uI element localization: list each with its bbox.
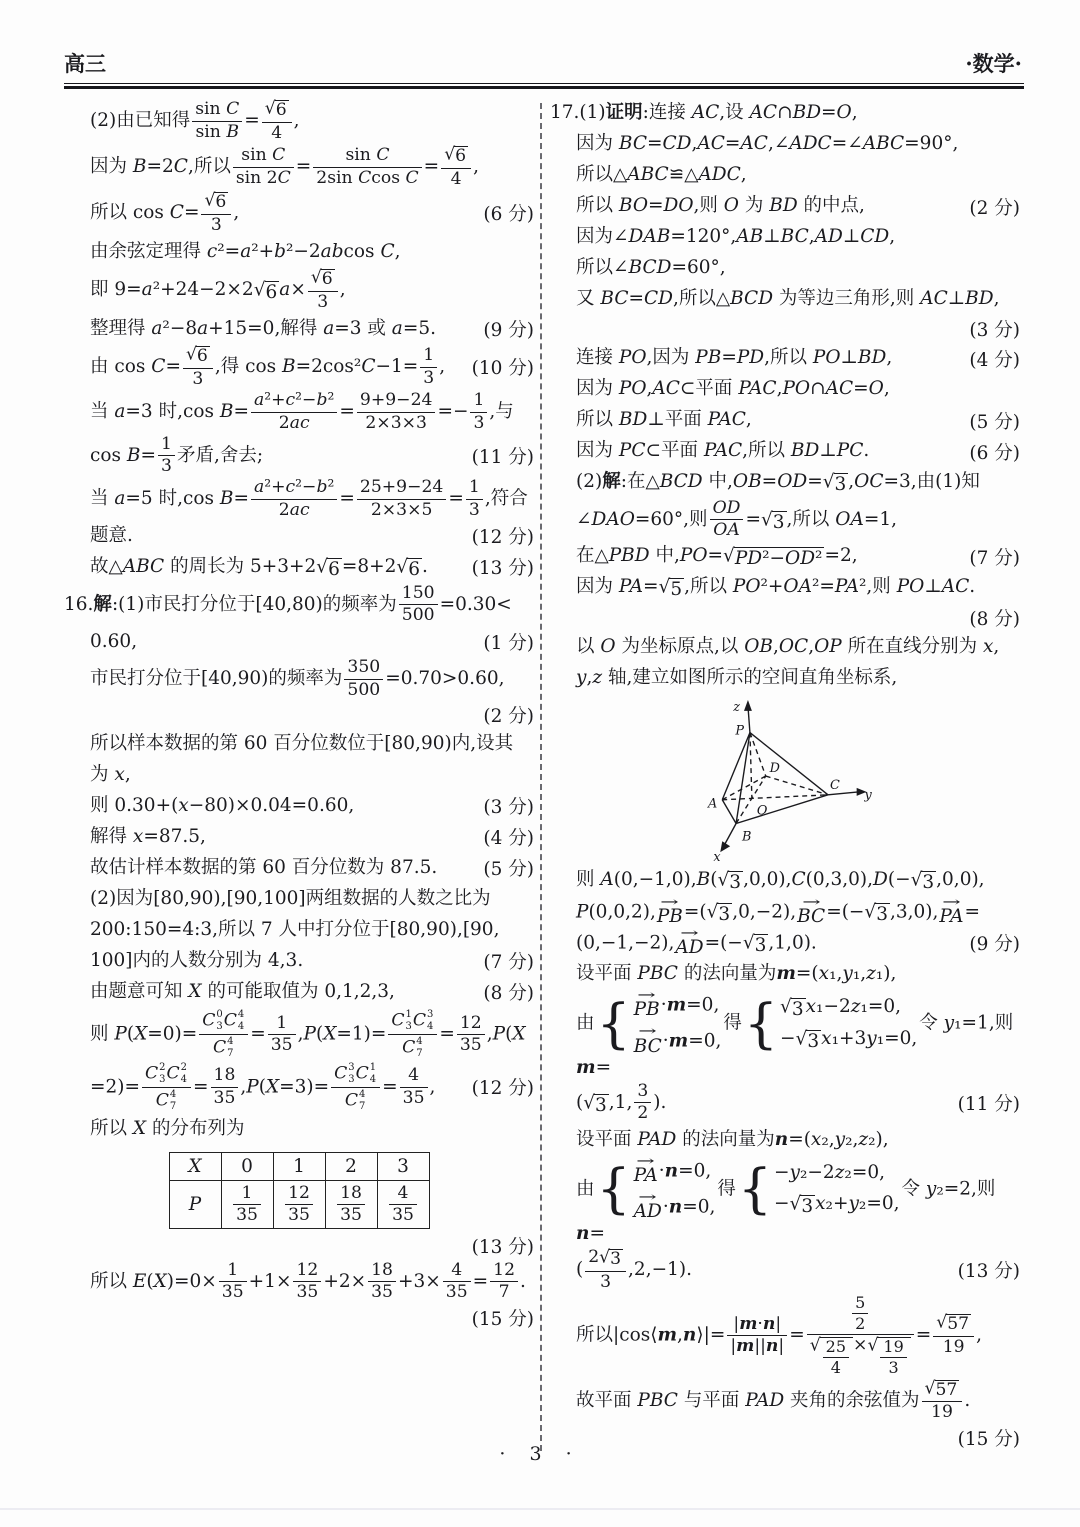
solution-line <box>550 406 1020 435</box>
vector-arrow-icon: → <box>801 894 821 910</box>
sup-sub: 4 7 <box>416 1035 423 1059</box>
table-row <box>169 1152 429 1180</box>
solution-line <box>64 268 534 312</box>
line-content: cos B= $\frac{1}{3}$ 矛盾,舍去; <box>90 433 264 477</box>
line-content: 所以 X 的分布列为 <box>90 1118 245 1140</box>
solution-line <box>550 499 1020 541</box>
solution-line <box>550 192 1020 221</box>
solution-line <box>64 1009 534 1060</box>
figure-label-d: D <box>769 760 780 776</box>
fraction: √ 57 19 <box>933 1313 974 1357</box>
line-content: 所以△ABC≌△ADC, <box>576 164 747 186</box>
solution-line <box>64 1233 534 1259</box>
table-cell <box>377 1180 429 1229</box>
line-content: 200:150=4:3,所以 7 人中打分位于[80,90),[90, <box>90 919 500 941</box>
fraction: $\frac{25}{4}$ <box>823 1338 849 1377</box>
line-content: 因为 B=2C,所以 $\frac{\text{sin C}}{\sin 2C}$ = $\frac{\text{sin C}}{\text{2sin Ccos C}}$ = √ 6 4 , <box>90 144 479 189</box>
solution-line <box>550 664 1020 693</box>
sup-sub: 2 3 <box>159 1061 166 1085</box>
solution-line <box>550 543 1020 572</box>
line-content: (0,−1,−2), → AD =(− √ 3 ,1,0). <box>576 925 817 959</box>
vector-arrow-icon: → <box>660 894 680 910</box>
line-content: 则 A(0,−1,0),B( √ 3 ,0,0),C(0,3,0),D(− √ 3 ,0,0), <box>576 869 985 894</box>
figure-label-o: O <box>756 803 767 819</box>
solution-line <box>64 978 534 1007</box>
table-cell: X <box>169 1152 221 1180</box>
line-content: 设平面 PBC 的法向量为m=(x₁,y₁,z₁), <box>576 963 897 985</box>
solution-line <box>64 391 534 433</box>
solution-line <box>64 478 534 520</box>
radical: √ 3 <box>583 1092 607 1116</box>
line-content: ( 2 √ 3 3 ,2,−1). <box>576 1246 692 1292</box>
solution-line <box>550 574 1020 603</box>
score-label: (15 分) <box>471 1308 534 1330</box>
sup-sub: 3 3 <box>348 1061 355 1085</box>
line-content: 0.60, <box>90 630 138 652</box>
fraction: $\frac{\text{sin C}}{\text{2sin Ccos C}}$ <box>313 146 421 188</box>
solution-line <box>64 99 534 143</box>
figure-label-a: A <box>707 796 717 812</box>
solution-line <box>64 885 534 914</box>
solution-line <box>550 1294 1020 1377</box>
score-label: (11 分) <box>471 446 534 468</box>
solution-line <box>64 916 534 945</box>
line-content: 所以样本数据的第 60 百分位数位于[80,90)内,设其 <box>90 733 514 755</box>
table-cell: 2 <box>325 1152 377 1180</box>
fraction: 2 √ 3 3 <box>585 1248 626 1292</box>
radical: √ 3 <box>795 1028 820 1052</box>
solution-line <box>64 627 534 656</box>
solution-line <box>64 345 534 389</box>
score-label: (9 分) <box>969 934 1020 956</box>
fraction: √ 57 19 <box>922 1379 963 1423</box>
solution-line <box>550 375 1020 404</box>
left-column <box>64 97 534 1451</box>
fraction: √ 6 4 <box>262 99 292 143</box>
line-content: 在△PBD 中,PO= √ PD²−OD² =2, <box>576 545 858 570</box>
fraction: $\frac{4}{35}$ <box>389 1184 417 1226</box>
line-content: 100]内的人数分别为 4,3. <box>90 950 304 972</box>
fraction: C 2 3 C 2 4 C 4 7 <box>142 1062 191 1113</box>
line-content: 为 x, <box>90 764 131 786</box>
score-label: (6 分) <box>483 204 534 226</box>
line-content: 整理得 a²−8a+15=0,解得 a=3 或 a=5. <box>90 317 436 339</box>
radical: √ 6 <box>204 190 227 213</box>
radical: √ 6 <box>253 279 278 304</box>
line-content: 题意. <box>90 525 133 547</box>
line-content: 又 BC=CD,所以△BCD 为等边三角形,则 AC⊥BD, <box>576 288 1000 310</box>
fraction: $\frac{12}{35}$ <box>457 1014 485 1056</box>
solution-line <box>64 314 534 343</box>
solution-line <box>550 987 1020 1080</box>
solution-line <box>64 823 534 852</box>
radical: √ 3 <box>822 471 847 495</box>
solution-line <box>64 237 534 266</box>
line-content: 故估计样本数据的第 60 百分位数为 87.5. <box>90 857 438 879</box>
solution-line <box>64 947 534 976</box>
score-label: (13 分) <box>957 1260 1020 1282</box>
solution-line <box>64 435 534 477</box>
line-content: 所以 cos C= √ 6 3 , <box>90 190 240 235</box>
radical: √ 6 <box>444 144 467 167</box>
sup-sub: 4 7 <box>169 1088 177 1112</box>
score-label: (8 分) <box>969 608 1020 630</box>
solution-line <box>64 1261 534 1303</box>
line-content: 则 P(X=0)= C 0 3 C 4 4 C 4 7 = $\frac{1}{35}$ ,P(X=1)= C 1 3 C 3 4 C 4 7 = $\frac{12}{35}$ ,P(X <box>90 1008 526 1059</box>
line-content: P(0,0,2), → PB =( √ 3 ,0,−2), → BC =(− √ 3 ,3,0), → PA = <box>576 894 981 928</box>
table-row <box>169 1180 429 1229</box>
radical: √ 6 <box>316 556 340 580</box>
radical: √ 3 <box>599 1247 622 1269</box>
fraction: C 0 3 C 4 4 C 4 7 <box>199 1009 248 1060</box>
fraction: $\frac{|m\cdot n|}{|m||n|}$ <box>727 1315 787 1357</box>
fraction: C 1 3 C 3 4 C 4 7 <box>388 1009 437 1060</box>
sup-sub: 1 4 <box>369 1061 377 1085</box>
fraction: $\frac{1}{3}$ <box>466 478 483 520</box>
radical: √ 3 <box>864 901 888 926</box>
line-content: 连接 PO,因为 PB=PD,所以 PO⊥BD, <box>576 347 893 369</box>
solution-line <box>550 468 1020 497</box>
vector-arrow-icon: → <box>637 987 656 1003</box>
solution-line <box>550 316 1020 342</box>
fraction: $\frac{\text{a²+c²−b²}}{2ac}$ <box>251 478 337 520</box>
score-label: (4 分) <box>969 349 1020 371</box>
line-content: 由 { → PB ·m=0, → BC ·m=0, 得 { √ 3 x₁−2z₁=0, − √ 3 x₁+3y₁=0, 令 y₁=1,则m= <box>576 987 1014 1079</box>
score-label: (1 分) <box>483 632 534 654</box>
distribution-table-wrap <box>64 1152 534 1230</box>
brace-icon: { <box>737 1157 773 1221</box>
solution-line <box>550 605 1020 631</box>
fraction: $\frac{3}{2}$ <box>634 1082 651 1124</box>
line-content: 因为 PO,AC⊂平面 PAC,PO∩AC=O, <box>576 378 890 400</box>
fraction: $\frac{150}{500}$ <box>399 584 438 626</box>
distribution-table <box>169 1152 430 1230</box>
figure-label-x: x <box>712 849 721 865</box>
score-label: (5 分) <box>483 859 534 881</box>
solution-line <box>64 584 534 626</box>
score-label: (13 分) <box>471 1237 534 1259</box>
line-content: 所以∠BCD=60°, <box>576 257 726 279</box>
score-label: (3 分) <box>483 797 534 819</box>
line-content: =2)= C 2 3 C 2 4 C 4 7 = $\frac{18}{35}$ ,P(X=3)= C 3 3 C 1 4 C 4 7 = $\frac{4}{35}$ , <box>90 1061 436 1112</box>
line-content: 17.(1)证明:连接 AC,设 AC∩BD=O, <box>550 102 858 124</box>
fraction: $\frac{\text{a²+c²−b²}}{2ac}$ <box>251 391 337 433</box>
solution-line <box>64 854 534 883</box>
solution-line <box>550 867 1020 896</box>
fraction: $\frac{12}{35}$ <box>293 1261 321 1303</box>
fraction: √ 6 3 <box>183 345 213 389</box>
table-cell: 3 <box>377 1152 429 1180</box>
brace-icon: { <box>596 991 631 1055</box>
vector-arrow-icon: → <box>942 894 961 910</box>
sup-sub: 3 4 <box>427 1008 434 1032</box>
radical: √ 3 <box>760 509 785 533</box>
table-cell: 0 <box>221 1152 273 1180</box>
solution-line <box>64 1305 534 1331</box>
solution-line <box>64 792 534 821</box>
score-label: (9 分) <box>483 319 534 341</box>
vector-arrow-icon: → <box>636 1153 655 1169</box>
fraction: √ 6 4 <box>441 145 471 189</box>
line-content: ( √ 3 ,1, $\frac{3}{2}$ ). <box>576 1081 667 1124</box>
radical: √ 3 <box>780 996 804 1020</box>
line-content: 当 a=5 时,cos B= $\frac{\text{a²+c²−b²}}{2ac}$ = $\frac{25+9-24}{2\times 3\times 5}$ = $\frac{1}{3}$ ,符合 <box>90 477 528 520</box>
line-content: 则 0.30+(x−80)×0.04=0.60, <box>90 795 355 817</box>
line-content: 市民打分位于[40,90)的频率为 $\frac{350}{500}$ =0.70>0.60, <box>90 657 505 700</box>
radical: √ 3 <box>742 932 767 957</box>
vector-arrow-icon: → <box>638 1023 657 1039</box>
solution-line <box>64 522 534 551</box>
fraction: $\frac{18}{35}$ <box>368 1261 396 1303</box>
page-number: · 3 · <box>499 1443 581 1465</box>
solution-line <box>550 344 1020 373</box>
bottom-separator <box>0 1508 1080 1510</box>
vector: → BC <box>633 1023 662 1057</box>
line-content: 即 9=a²+24−2×2 √ 6 a× √ 6 3 , <box>90 267 346 312</box>
line-content: 解得 x=87.5, <box>90 826 206 848</box>
radical: √ 3 <box>910 870 935 894</box>
line-content: y,z 轴,建立如图所示的空间直角坐标系, <box>576 667 898 688</box>
header-grade-label: 高三 <box>64 51 106 76</box>
table-cell <box>325 1180 377 1229</box>
fraction: √ 6 3 <box>308 268 338 312</box>
figure-label-p: P <box>734 723 744 739</box>
line-content: ∠DAO=60°,则 $\frac{OD}{OA}$ = √ 3 ,所以 OA=1, <box>576 498 897 541</box>
coordinate-figure <box>550 697 1020 865</box>
equation-system: { → PB ·m=0, → BC ·m=0, <box>596 987 722 1057</box>
solution-line <box>550 633 1020 662</box>
equation-system: { √ 3 x₁−2z₁=0, − √ 3 x₁+3y₁=0, <box>743 991 918 1055</box>
solution-line <box>64 730 534 759</box>
vector: → AD <box>675 925 704 959</box>
fraction: $\frac{OD}{OA}$ <box>710 499 744 541</box>
fraction: $\frac{12}{7}$ <box>490 1261 518 1303</box>
sup-sub: 4 7 <box>359 1088 366 1112</box>
solution-line <box>550 960 1020 989</box>
equation-system: { → PA ·n=0, → AD ·n=0, <box>596 1153 716 1223</box>
line-content: 由题意可知 X 的可能取值为 0,1,2,3, <box>90 981 395 1003</box>
fraction: $\frac{5}{2}$ <box>852 1294 868 1333</box>
solution-line <box>550 285 1020 314</box>
radical: √ 6 <box>185 344 208 367</box>
score-label: (8 分) <box>483 983 534 1005</box>
vector: → PA <box>939 894 964 928</box>
radical: √ 6 <box>310 267 333 290</box>
fraction: √ 6 3 <box>201 191 231 235</box>
radical: √ 57 <box>936 1312 970 1335</box>
line-content: 因为 PC⊂平面 PAC,所以 BD⊥PC. <box>576 440 870 462</box>
fraction: $\frac{1}{3}$ <box>420 346 437 388</box>
brace-icon: { <box>743 991 779 1055</box>
score-label: (3 分) <box>969 320 1020 341</box>
figure-label-y: y <box>864 787 872 803</box>
vector-arrow-icon: → <box>638 1189 657 1205</box>
line-content: 16.解:(1)市民打分位于[40,80)的频率为 $\frac{150}{500}$ =0.30< <box>64 582 512 626</box>
line-content: 由 cos C= √ 6 3 ,得 cos B=2cos²C−1= $\frac{1}{3}$ , <box>90 344 446 389</box>
column-divider <box>540 103 542 1451</box>
fraction: $\frac{1}{35}$ <box>233 1184 261 1226</box>
solution-line <box>64 553 534 582</box>
solution-line <box>550 894 1020 928</box>
line-content: 当 a=3 时,cos B= $\frac{\text{a²+c²−b²}}{2ac}$ = $\frac{9+9-24}{2\times 3\times 3}$ =− $\frac{1}{3}$ ,与 <box>90 390 514 433</box>
score-label: (12 分) <box>471 1078 534 1100</box>
line-content: 所以 BO=DO,则 O 为 BD 的中点, <box>576 195 865 217</box>
sup-sub: 4 4 <box>237 1008 245 1032</box>
solution-line <box>550 1082 1020 1124</box>
score-label: (6 分) <box>969 442 1020 464</box>
fraction: $\frac{1}{35}$ <box>268 1014 296 1056</box>
line-content: 由 { → PA ·n=0, → AD ·n=0, 得 { −y₂−2z₂=0, − √ 3 x₂+y₂=0, 令 y₂=2,则n= <box>576 1153 996 1244</box>
fraction: $\frac{25+9-24}{2\times 3\times 5}$ <box>357 478 446 520</box>
score-label: (4 分) <box>483 828 534 850</box>
fraction: $\frac{5}{2}$ √ $\frac{25}{4}$ × √ $\frac{19}{3}$ <box>807 1294 914 1377</box>
figure-label-c: C <box>829 777 840 793</box>
vector: → PB <box>656 894 683 928</box>
fraction: $\frac{1}{3}$ <box>158 435 175 477</box>
radical: √ 3 <box>789 1193 814 1218</box>
figure-label-b: B <box>741 828 751 844</box>
radical: √ 6 <box>264 98 287 120</box>
line-content: 故△ABC 的周长为 5+3+2 √ 6 =8+2 √ 6 . <box>90 555 428 580</box>
sup-sub: 0 3 <box>216 1008 223 1032</box>
table-cell <box>273 1180 325 1229</box>
solution-line <box>64 1062 534 1113</box>
two-column-layout <box>0 89 1080 1451</box>
line-content: 所以 E(X)=0× $\frac{1}{35}$ +1× $\frac{12}{35}$ +2× $\frac{18}{35}$ +3× $\frac{4}{35}$ = $\frac{12}{7}$ . <box>90 1260 526 1303</box>
solution-line <box>64 145 534 189</box>
fraction: $\frac{\text{sin C}}{\sin 2C}$ <box>233 146 294 188</box>
solution-line <box>64 658 534 700</box>
table-cell <box>221 1180 273 1229</box>
solution-line <box>64 702 534 728</box>
score-label: (7 分) <box>969 548 1020 570</box>
line-content: 故平面 PBC 与平面 PAD 夹角的余弦值为 √ 57 19 . <box>576 1378 971 1423</box>
radical: √ $\frac{19}{3}$ <box>867 1337 910 1377</box>
solution-line <box>550 1248 1020 1292</box>
solution-line <box>64 761 534 790</box>
radical: √ PD²−OD² <box>723 546 823 570</box>
line-content: 因为 PA= √ 5 ,所以 PO²+OA²=PA²,则 PO⊥AC. <box>576 576 976 601</box>
pyramid-diagram <box>683 697 888 865</box>
line-content: 所以 BD⊥平面 PAC, <box>576 409 752 431</box>
fraction: $\frac{18}{35}$ <box>337 1184 365 1226</box>
solution-line <box>550 1126 1020 1155</box>
line-content: 设平面 PAD 的法向量为n=(x₂,y₂,z₂), <box>576 1129 889 1151</box>
table-cell: 1 <box>273 1152 325 1180</box>
solution-line <box>64 1115 534 1144</box>
line-content: 因为∠DAB=120°,AB⊥BC,AD⊥CD, <box>576 226 896 248</box>
line-content: (2)由已知得 $\frac{\text{sin C}}{\text{sin B}}$ = √ 6 4 , <box>90 98 300 143</box>
line-content: (2)解:在△BCD 中,OB=OD= √ 3 ,OC=3,由(1)知 <box>576 470 980 495</box>
fraction: $\frac{4}{35}$ <box>400 1066 428 1108</box>
line-content: 以 O 为坐标原点,以 OB,OC,OP 所在直线分别为 x, <box>576 636 1000 657</box>
equation-system: { −y₂−2z₂=0, − √ 3 x₂+y₂=0, <box>737 1157 900 1221</box>
fraction: $\frac{\text{sin C}}{\text{sin B}}$ <box>192 100 242 142</box>
solution-line <box>550 925 1020 959</box>
right-column <box>550 97 1020 1451</box>
z-axis-arrow <box>743 699 751 710</box>
solution-line <box>550 1153 1020 1246</box>
fraction: $\frac{18}{35}$ <box>211 1066 239 1108</box>
score-label: (12 分) <box>471 527 534 549</box>
page-header <box>0 0 1080 78</box>
solution-line <box>550 130 1020 159</box>
fraction: $\frac{4}{35}$ <box>443 1261 471 1303</box>
line-content: (2)因为[80,90),[90,100]两组数据的人数之比为 <box>90 888 491 910</box>
radical: √ 3 <box>706 901 731 926</box>
table-cell: P <box>169 1180 221 1229</box>
solution-line <box>550 161 1020 190</box>
vector: → AD <box>633 1189 662 1223</box>
solution-line <box>550 99 1020 128</box>
brace-icon: { <box>596 1157 631 1221</box>
vector-arrow-icon: → <box>680 925 699 941</box>
vector: → PB <box>633 987 660 1021</box>
score-label: (5 分) <box>969 411 1020 433</box>
fraction: $\frac{1}{3}$ <box>470 391 487 433</box>
radical: √ 57 <box>924 1378 958 1400</box>
vector: → BC <box>797 894 826 928</box>
fraction: $\frac{12}{35}$ <box>285 1184 313 1226</box>
sup-sub: 1 3 <box>405 1008 412 1032</box>
fraction: $\frac{350}{500}$ <box>344 658 383 700</box>
solution-line <box>550 437 1020 466</box>
fraction: $\frac{9+9-24}{2\times 3\times 3}$ <box>357 391 436 433</box>
line-content: 由余弦定理得 c²=a²+b²−2abcos C, <box>90 240 401 262</box>
line-content: 因为 BC=CD,AC=AC,∠ADC=∠ABC=90°, <box>576 133 959 155</box>
radical: √ $\frac{25}{4}$ <box>810 1337 853 1377</box>
fraction: $\frac{1}{35}$ <box>219 1261 247 1303</box>
fraction: $\frac{19}{3}$ <box>880 1338 906 1377</box>
radical: √ 5 <box>658 577 683 601</box>
fraction: C 3 3 C 1 4 C 4 7 <box>331 1062 380 1113</box>
score-label: (15 分) <box>957 1428 1020 1450</box>
radical: √ 3 <box>717 870 742 894</box>
header-subject-label: ·数学· <box>965 51 1022 76</box>
line-content: 所以|cos⟨m,n⟩|= $\frac{|m\cdot n|}{|m||n|}$ = $\frac{5}{2}$ √ $\frac{25}{4}$ × √ $\frac{19}{3}$ = √ 57 19 , <box>576 1292 982 1377</box>
score-label: (10 分) <box>471 358 534 380</box>
score-label: (13 分) <box>471 558 534 580</box>
figure-label-z: z <box>732 699 740 715</box>
sup-sub: 4 7 <box>227 1035 234 1059</box>
radical: √ 6 <box>396 556 420 580</box>
score-label: (2 分) <box>483 705 534 727</box>
score-label: (11 分) <box>957 1093 1020 1115</box>
solution-line <box>550 1379 1020 1423</box>
score-label: (7 分) <box>483 952 534 974</box>
vector: → PA <box>633 1153 658 1187</box>
sup-sub: 2 4 <box>180 1061 187 1085</box>
solution-line <box>64 191 534 235</box>
score-label: (2 分) <box>969 197 1020 219</box>
solution-line <box>550 223 1020 252</box>
solution-line <box>550 254 1020 283</box>
